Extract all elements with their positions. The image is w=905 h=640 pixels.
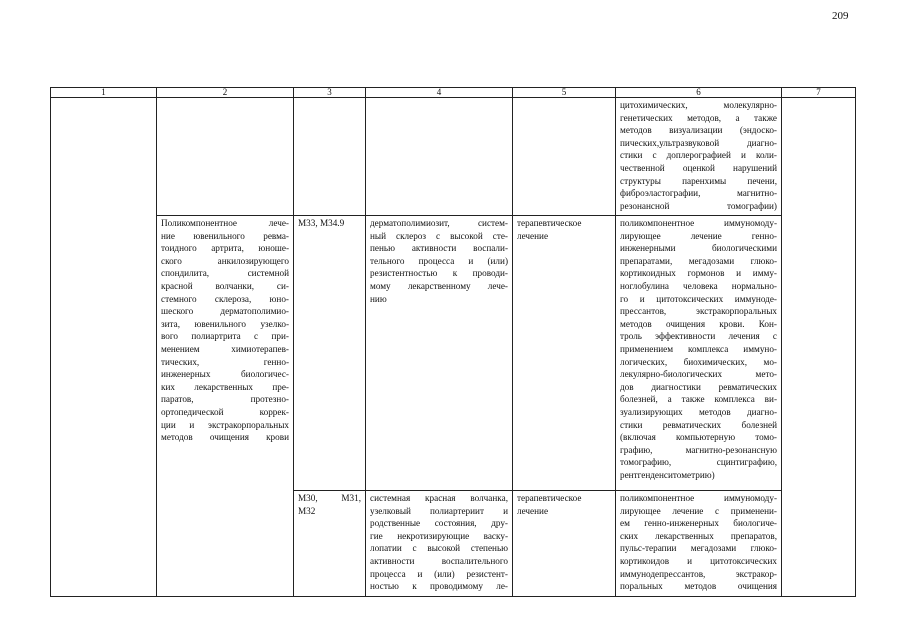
column-number-3: 3	[294, 88, 366, 98]
treatment-methods-text: поликомпонентное иммуномоду- лирующее лечение с применени- ем генно-инженерных биологиче- ских лекарственных препаратов, пульс-терапии мегадозами глюко- кортикоидов и цитотоксических иммунодепрессантов, экстракор- поральных методов очищения	[620, 493, 777, 592]
cell-col3	[294, 98, 366, 216]
diagnosis-text: системная красная волчанка, узелковый полиартериит и родственные состояния, дру- гие некротизирующие васку- лопатии с высокой степенью активности воспалительного процесса и (или) резистент- ностью к проводимому ле-	[370, 493, 508, 592]
cell-col3	[294, 491, 366, 597]
table-row	[51, 216, 856, 491]
column-number-row	[51, 88, 856, 98]
cell-col3	[294, 216, 366, 491]
column-number-7: 7	[782, 88, 856, 98]
treatment-methods-text: поликомпонентное иммуномоду- лирующее лечение генно- инженерными биологическими препаратами, мегадозами глюко- кортикоидных гормонов и имму- ноглобулина человека нормально- го и цитотоксических иммуноде- прессантов, экстракорпоральных методов очищения крови. Кон- троль эффективности лечения с применением комплекса иммуно- логических, биохимических, мо- лекулярно-биологических мето- дов диагностики ревматических болезней, а также комплекса ви- зуализирующих методов диагно- стики ревматических болезней (включая компьютерную томо- графию, магнитно-резонансную томографию, сцинтиграфию, рентгенденситометрию)	[620, 218, 777, 480]
cell-col2	[157, 216, 294, 597]
icd-codes-text: М30, М31, М32	[298, 493, 361, 516]
document-table	[50, 87, 856, 597]
cell-col4	[366, 216, 513, 491]
page-number: 209	[832, 10, 849, 22]
treatment-name-text: Поликомпонентное лече- ние ювенильного ревма- тоидного артрита, юноше- ского анкилозирующего спондилита, системной красной волчанки, си- стемного склероза, юно- шеского дерматополимио- зита, ювенильного узелко- вого полиартрита с при- менением химиотерапев- тических, генно- инженерных биологичес- ких лекарственных пре- паратов, протезно- ортопедической коррек- ции и экстракорпоральных методов очищения крови	[161, 218, 289, 443]
cell-col4	[366, 491, 513, 597]
column-number-2: 2	[157, 88, 294, 98]
cell-col5	[513, 98, 616, 216]
column-number-6: 6	[616, 88, 782, 98]
cell-col5	[513, 491, 616, 597]
cell-col2	[157, 98, 294, 216]
cell-col4	[366, 98, 513, 216]
column-number-1: 1	[51, 88, 157, 98]
treatment-type-text: терапевтическое лечение	[517, 218, 582, 241]
diagnosis-text: дерматополимиозит, систем- ный склероз с высокой сте- пенью активности воспали- тельного процесса и (или) резистентностью к проводи- мому лекарственному лече- нию	[370, 218, 508, 304]
treatment-methods-text: цитохимических, молекулярно- генетических методов, а также методов визуализации (эндоско- пических,ультразвуковой диагно- стики с доплерографией и коли- чественной оценкой нарушений структуры паренхимы печени, фиброэластографии, магнитно- резонансной томографии)	[620, 100, 777, 211]
column-number-4: 4	[366, 88, 513, 98]
table-row	[51, 98, 856, 216]
cell-col6	[616, 216, 782, 491]
icd-codes-text: М33, М34.9	[298, 218, 345, 228]
column-number-5: 5	[513, 88, 616, 98]
treatment-type-text: терапевтическое лечение	[517, 493, 582, 516]
cell-col7	[782, 98, 856, 597]
cell-col1	[51, 98, 157, 597]
cell-col6	[616, 491, 782, 597]
cell-col5	[513, 216, 616, 491]
cell-col6	[616, 98, 782, 216]
